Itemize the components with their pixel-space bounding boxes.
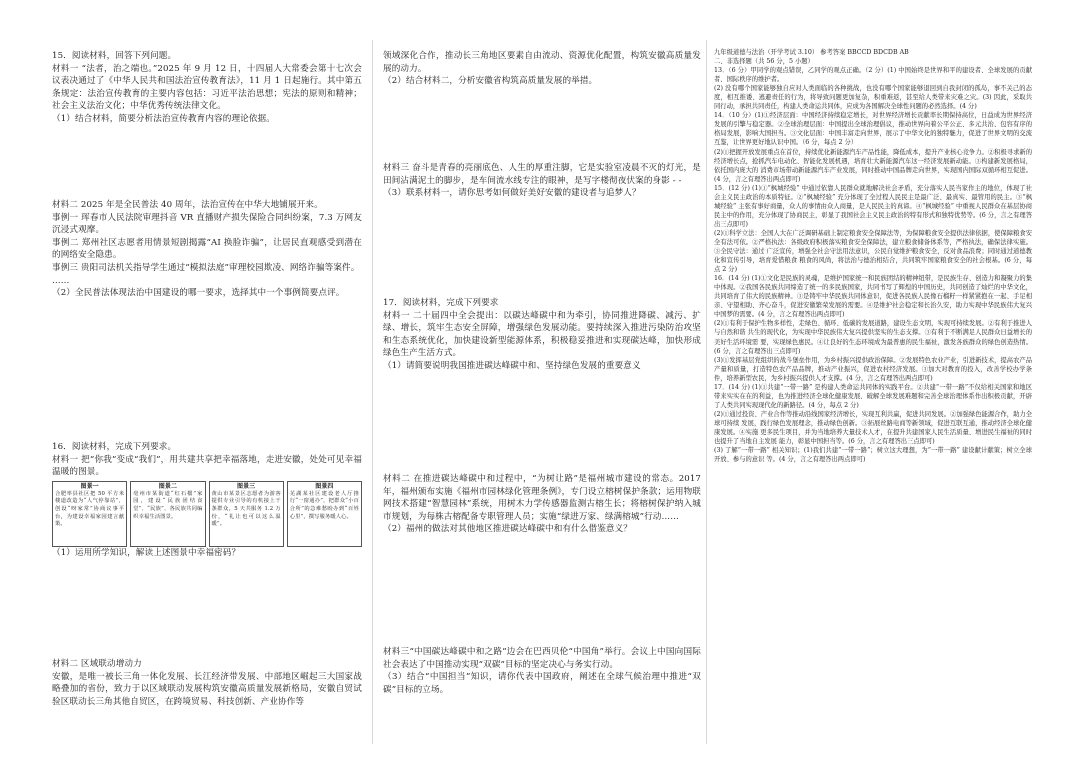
scene-title: 图景四	[315, 482, 334, 490]
q15-material-2: 材料二 2025 年是全民普法 40 周年，法治宣传在中华大地铺展开来。	[52, 200, 323, 210]
column-divider	[706, 40, 707, 744]
q16-title: 16．阅读材料，完成下列要求。	[52, 442, 177, 452]
answer-paragraph: 17．(14 分) (1)①共建“一带一路” 是构建人类命运共同体的实践平台。②共建“一带一路”不仅给相关国家和地区带来实实在在的利益，也为推进经济全球化健康发展、破解全球发展难题和完善全球治理体系作出积极贡献，开辟了人类共同实现现代化的新路径。(4 分，每点 2 分)	[714, 383, 1032, 409]
question-15-part2	[52, 199, 362, 300]
answer-paragraph: (2)①通过投资、产业合作等推动沿线国家经济增长，实现互利共赢，促进共同发展。②加强绿色能源合作，助力全球可持续 发展，践行绿色发展理念，推动绿色创新。③拓展丝路电商等新领域，促进互联互通，推动经济全球化健康发展。④实施 更多民生项目，并为当地培养大量技术人才，在提升共建国家人民生活质量、增进民生福祉的同时也提升了当地自主发展 能力，彰显中国担当等。(6 分，言之有理答出三点即可)	[714, 410, 1032, 446]
question-17-part1	[383, 297, 701, 373]
scene-title: 图景一	[80, 482, 99, 490]
q16-material-1: 材料一 把“你我”变成“我们”，用共建共享把幸福落地，走进安徽，处处可见幸福温暖的图景。	[52, 454, 362, 478]
q17-subquestion-1: （1）请简要说明我国推进碳达峰碳中和、坚持绿色发展的重要意义	[383, 360, 641, 371]
scene-text: 亳州市某街道“红石榴”家园，建设“民族团结食堂”、“民族”、各民族共同编织幸福生活图景。	[133, 490, 203, 520]
scene-boxes	[52, 481, 362, 547]
scene-box	[209, 481, 284, 547]
q15-case-1: 事例一 珲春市人民法院审理抖音 VR 直播财产损失保险合同纠纷案，7.3 万网友沉浸式观摩。	[52, 212, 362, 236]
column-divider	[372, 40, 373, 744]
question-16-part3	[383, 162, 701, 200]
middle-column	[383, 50, 701, 750]
q16-subquestion-2: （2）结合材料二，分析安徽省构筑高质量发展的举措。	[383, 76, 598, 87]
q15-material-1: 材料一 “法者，治之端也。”2025 年 9 月 12 日，十四届人大常委会第十七次会议表决通过了《中华人民共和国法治宣传教育法》，11 月 1 日起施行。其中第五条规定：法治宣传教育的主要内容包括：习近平法治思想；宪法的原则和精神；社会主义法治文化；中华优秀传统法律文化。	[52, 63, 362, 112]
q16-subquestion-3: （3）联系材料一，请你思考如何做好美好安徽的建设者与追梦人？	[383, 188, 641, 199]
scene-box	[130, 481, 205, 547]
scene-title: 图景三	[236, 482, 256, 490]
q15-title: 15．阅读材料，回答下列问题。	[52, 51, 177, 61]
answer-paragraph: (2) 没有哪个国家能够独自应对人类面临的各种挑战，也没有哪个国家能够退回到自我封闭的孤岛，事不关己的态度，相互推诿、逃避责任的行为，将导致问题更加复杂，积重难返，甚至给人类带来灾难之灾。(3) 因此，采取共同行动，承担共同责任，构建人类命运共同体，应成为各国解决全球性问题的必然选择。(4 分)	[714, 85, 1032, 111]
q17-subquestion-3: （3）结合“中国担当”知识，请你代表中国政府，阐述在全球气候治理中推进“双碳”目标的立场。	[383, 672, 701, 695]
q15-subquestion-2: （2）全民普法体现法治中国建设的哪一要求，选择其中一个事例简要点评。	[52, 288, 345, 299]
answer-paragraph: 16．(14 分) (1)①文化是民族的灵魂，是维护国家统一和民族团结的精神纽带，是民族生存、创造力和凝聚力的集中体现。②我国各民族共同缔造了统一的多民族国家，共同书写了辉煌的中国历史，共同创造了灿烂的中华文化，共同培育了伟大的民族精神。③是铸牢中华民族共同体意识，促进各民族人民像石榴籽一样紧紧抱在一起、手足相亲、守望相助、齐心奋斗，促进安徽繁荣发展的需要。④是维护社会稳定和长治久安，助力实现中华民族伟大复兴中国梦的需要。(4 分，言之有理答出两点即可)	[714, 275, 1032, 319]
question-16-cont	[383, 50, 701, 88]
answer-column	[714, 48, 1032, 748]
scene-text: 芜湖某社区建设老人厅推行“一窗通办”，把群众“小百合所”的急难愁盼办到“百姓心里”，撰写服务暖人心。	[289, 490, 359, 520]
q17-material-1: 材料一 二十届四中全会提出：以碳达峰碳中和为牵引，协同推进降碳、减污、扩绿、增长，筑牢生态安全屏障，增强绿色发展动能。要持续深入推进污染防治攻坚和生态系统优化，加快建设新型能源体系，积极稳妥推进和实现碳达峰，加快形成绿色生产生活方式。	[383, 310, 701, 359]
q15-ellipsis: ……	[52, 275, 70, 286]
q17-material-3: 材料三“中国碳达峰碳中和之路”边会在巴西贝伦“中国角”举行。会议上中国向国际社会表达了中国推动实现“双碳”目标的坚定决心与务实行动。	[383, 647, 701, 670]
q17-title: 17．阅读材料，完成下列要求	[383, 298, 499, 308]
q15-case-2: 事例二 郑州社区志愿者用情景短剧揭露“AI 换脸诈骗”，让居民直观感受到潜在的网络安全隐患。	[52, 237, 362, 261]
answer-paragraph: 14．（10 分）(1)①经济层面：中国经济持续稳定增长，对世界经济增长贡献率长期保持高位，日益成为世界经济发展的引擎与稳定器。②全球治理层面：中国提出全球治理倡议，推动世界向着公平公正、多元共治、包容有序的格局发展，影响大国担当。③文化层面：中国丰富走向世界，展示了中华文化的独特魅力，促进了世界文明的交流互鉴，让世界更好地认识中国。（6 分，每点 2 分）	[714, 112, 1032, 147]
answer-paragraph: (3) 了解“一带一路” 相关知识；(1)我们共建“一带一路”；树立这大理想，为“一带一路” 建设献计献策；树立全球开放、参与的意识 等。(4 分，言之有理答出两点即可)	[714, 447, 1032, 464]
q17-subquestion-2: （2）福州的做法对其他地区推进碳达峰碳中和有什么借鉴意义？	[383, 524, 632, 535]
question-17-part2	[383, 473, 701, 536]
q15-case-3: 事例三 贵阳司法机关指导学生通过“模拟法庭”审理校园欺凌、网络诈骗等案件。	[52, 262, 360, 273]
scene-box	[52, 481, 127, 547]
answer-paragraph: 15．(12 分) (1)①“枫城经验” 中通过依靠人民群众就地解决社会矛盾，充分落实人民当家作主的地位，体现了社会主义民主政治的本质特征。②“枫城经验” 充分体现了全过程人民民主是最广泛、最真实、最管用的民主。③“枫城经验” 主张有事好商量，众人的事情由众人商量，是人民民主的真谛。④“枫城经验” 中重视人民群众在基层协商民主中的作用，充分体现了协商民主，彰显了我国社会主义民主政治的特有形式和独特优势等。(6 分，言之有理答出三点即可)	[714, 184, 1032, 228]
answer-paragraph: 13．（6 分）甲同学的观点错误，乙同学的观点正确。（2 分）(1) 中国始终是世界和平的建设者、全球发展的贡献者、国际秩序的维护者。	[714, 67, 1032, 84]
q17-material-2: 材料二 在推进碳达峰碳中和过程中，“为树让路”是福州城市建设的常态。2017 年，福州颁布实施《福州市园林绿化管理条例》，专门设立榕树保护条款；运用物联网技术搭建“智慧园林”系统，用树木力学传感器监测古榕生长；将榕树保护纳入城市规划，为每株古榕配备专职管理人员；实施“绿进万家、绿满榕城”行动……	[383, 474, 701, 522]
scene-text: 黄山市某景区志愿者为游客提供专业引导的有机接上干条群众，5 天共服务 1.2 万份，“礼让也可以这么温暖”。	[211, 490, 281, 528]
answer-paragraph: (3)①发挥基层党组织的战斗堡垒作用，为乡村振兴提供政治保障。②发展特色农业产业，引进新技术，提高农产品产量和质量，打造特色农产品品牌，推动产业振兴，促进农村经济发展。③加大对教育的投入，改善学校办学条件，培养新型农民，为乡村振兴提供人才支撑。(4 分，言之有理答出两点即可)	[714, 356, 1032, 382]
q16-subquestion-1: （1）运用所学知识，解读上述图景中幸福密码？	[52, 547, 241, 558]
q16-material-2-heading: 材料二 区域联动增动力	[52, 659, 142, 669]
question-17-part3	[383, 646, 701, 696]
answer-paragraph: (2)①科学立法：全国人大在广泛调研基础上制定粮食安全保障法等，为保障粮食安全提供法律依据，使保障粮食安全有法可依。②严格执法：各级政府积极落实粮食安全保障法，建立粮食储备体系等，严格执法，确保法律实施。③全民守法：通过 广泛宣传，增强全社会守法用法意识，公民自觉维护粮食安全，反对食品浪费；同时通过道德教化和宣传引导，培育爱惜粮食 粮食的风尚，将法治与德治相结合，共同筑牢国家粮食安全的社会根基。(6 分，每点 2 分)	[714, 229, 1032, 274]
scene-title: 图景二	[158, 482, 178, 490]
q16-material-2-cont: 领域深化合作，推动长三角地区要素自由流动、资源优化配置，构筑安徽高质量发展的动力。	[383, 51, 701, 74]
scene-box	[287, 481, 362, 547]
question-15-part1	[52, 50, 362, 126]
section-heading: 二、非选择题（共 56 分，5 小题）	[714, 58, 814, 66]
answer-paragraph: (2)①有利于保护生物多样性，走绿色、循环、低碳的发展道路，建设生态文明，实现可持续发展。②有利于推进人与自然和谐 共生的现代化，为实现中华民族伟大复兴提供坚实的生态支撑。③有利于不断满足人民群众日益增长的美好生活环境需 要，实现绿色惠民。④让良好的生态环境成为最普惠的民生福祉，激发各族群众的绿色创造热情。(6 分，言之有理答出三点即可)	[714, 320, 1032, 355]
q16-material-3: 材料三 奋斗是青春的亮丽底色、人生的厚重注脚，它是实验室凌晨不灭的灯光，是田间沾满泥土的脚步，是车间流水线专注的眼神，是写字楼彻夜伏案的身影 - -	[383, 163, 701, 186]
q16-material-2-text: 安徽，是唯一被长三角一体化发展、长江经济带发展、中部地区崛起三大国家战略叠加的省份，致力于以区域联动发展构筑安徽高质量发展新格局，安徽自贸试验区联动长三角其他自贸区，在跨境贸易、科技创新、产业协作等	[52, 671, 362, 707]
question-16-part2	[52, 658, 362, 708]
left-column	[52, 50, 362, 750]
answer-header: 九年级道德与法治（开学考试 3.10） 参考答案 BBCCD BDCDB AB	[714, 49, 909, 56]
question-16-part1	[52, 441, 362, 559]
scene-text: 合肥率县社区把 50 平方米楼道改造为“人气停靠站”，创设“呀家常”协商议事平台，为建设幸福家园建言献策。	[55, 490, 125, 528]
answer-paragraph: (2)①把握开放发展重点在首位，持续优化新能源汽车产品性能，降低成本，提升产业核心竞争力。②积极寻求新的经济增长点，抢抓汽车电动化、智能化发展机遇，培育壮大新能源汽车这一经济发展新动能。③构建新发展格局，依托国内庞大的 消费市场带动新能源汽车产业发展，同时推动中国品牌走向世界，实现国内国际双循环相互促进。(4 分，言之有理答出两点即可)	[714, 148, 1032, 183]
q15-subquestion-1: （1）结合材料，简要分析法治宣传教育内容的理论依据。	[52, 113, 275, 124]
